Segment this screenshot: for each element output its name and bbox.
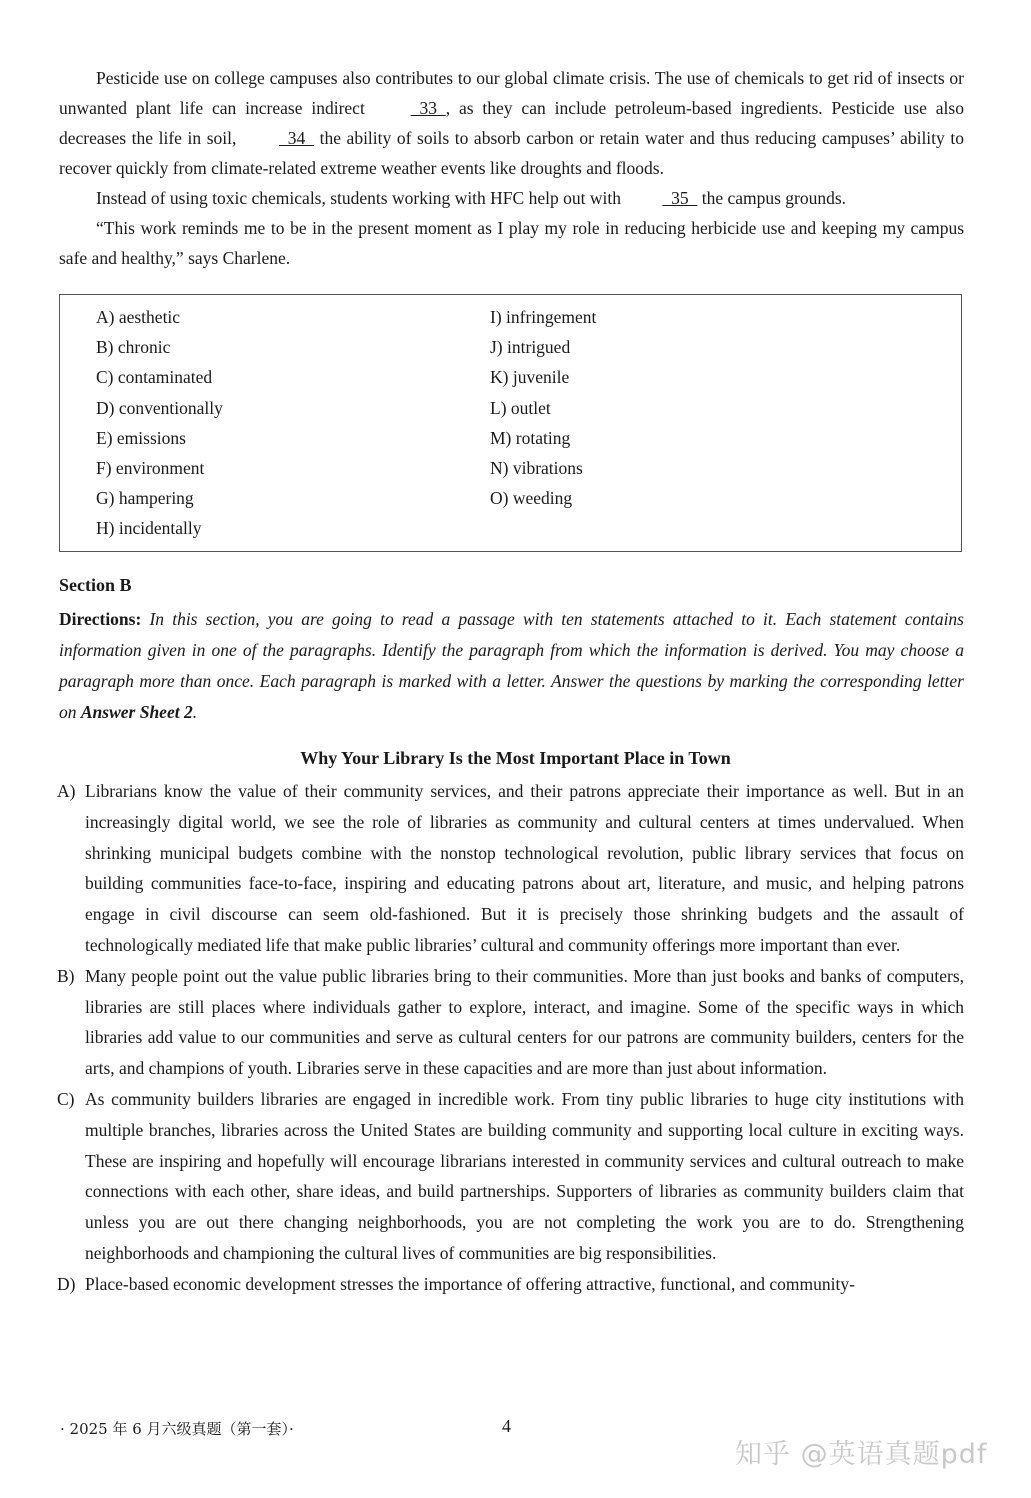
- paragraph-text: Many people point out the value public libraries bring to their communities. More than just books and banks of computers, libraries are still places where individuals gather to explore, interact, and imagine. Some of the specific ways in which libraries add value to our communities and serve as cultural centers for our patrons are community builders, centers for the arts, and champions of youth. Libraries serve in these capacities and are more than just about information.: [85, 965, 964, 1079]
- word-option: H) incidentally: [96, 518, 202, 539]
- paragraph-quote: “This work reminds me to be in the present moment as I play my role in reducing herbicide use and keeping my campus safe and healthy,” says Charlene.: [59, 218, 964, 268]
- paragraph-hfc: [59, 183, 964, 213]
- word-option: I) infringement: [490, 307, 597, 327]
- passage-body: [59, 776, 964, 1300]
- watermark: 知乎 @英语真题pdf: [735, 1439, 988, 1470]
- word-option: F) environment: [96, 458, 205, 479]
- word-bank-box: [59, 294, 962, 552]
- top-passage: [59, 63, 964, 273]
- word-option: J) intrigued: [490, 337, 571, 358]
- paragraph-pesticide: [59, 63, 964, 183]
- word-option: K) juvenile: [490, 367, 570, 388]
- blank-34: 34: [278, 128, 314, 148]
- word-option: C) contaminated: [96, 367, 213, 388]
- word-option: D) conventionally: [96, 397, 223, 418]
- word-bank-right-column: [490, 302, 596, 513]
- text: the campus grounds.: [697, 188, 847, 208]
- blank-35: 35: [662, 188, 698, 208]
- passage-paragraph-b: [59, 961, 964, 1084]
- word-option: G) hampering: [96, 488, 194, 509]
- blank-33: 33: [410, 98, 446, 118]
- exam-source-footer: · 2025 年 6 月六级真题（第一套）·: [60, 1420, 294, 1438]
- text: , as they can include petroleum-based ingredients. Pesticide use also decreases the life in soil,: [59, 98, 964, 148]
- word-option: L) outlet: [490, 397, 551, 418]
- passage-paragraph-d: [59, 1269, 964, 1300]
- paragraph-letter: A): [57, 781, 76, 801]
- paragraph-text: As community builders libraries are engaged in incredible work. From tiny public libraries to huge city institutions with multiple branches, libraries across the United States are building community and supporting local culture in exciting ways. These are inspiring and hopefully will encourage librarians interested in community services and cultural outreach to make connections with each other, share ideas, and build partnerships. Supporters of libraries as community builders claim that unless you are out there changing neighborhoods, you are not completing the work you are to do. Strengthening neighborhoods and championing the cultural lives of communities are big responsibilities.: [85, 1088, 964, 1263]
- word-option: N) vibrations: [490, 458, 583, 479]
- directions-label: Directions:: [59, 609, 142, 629]
- word-bank-left-column: [96, 302, 223, 544]
- word-option: O) weeding: [490, 488, 573, 509]
- answer-sheet-ref: Answer Sheet 2: [80, 702, 193, 722]
- paragraph-letter: C): [57, 1088, 75, 1109]
- paragraph-letter: B): [57, 965, 75, 986]
- text: the ability of soils to absorb carbon or retain water and thus reducing campuses’ ability to recover quickly from climate-related extreme weather events like droughts and floods.: [59, 128, 964, 178]
- passage-paragraph-c: [59, 1084, 964, 1269]
- paragraph-text: Place-based economic development stresses the importance of offering attractive, functional, and community-: [85, 1273, 855, 1294]
- word-option: M) rotating: [490, 427, 571, 448]
- directions-text: In this section, you are going to read a passage with ten statements attached to it. Each statement contains information given in one of the paragraphs. Identify the paragraph from which the information is derived. You may choose a paragraph more than once. Each paragraph is marked with a letter. Answer the questions by marking the corresponding letter on: [59, 609, 964, 722]
- passage-title: Why Your Library Is the Most Important Place in Town: [300, 748, 731, 768]
- text: Instead of using toxic chemicals, students working with HFC help out with: [96, 188, 626, 208]
- text: Pesticide use on college campuses also contributes to our global climate crisis. The use of chemicals to get rid of insects or unwanted plant life can increase indirect: [59, 68, 964, 118]
- word-option: B) chronic: [96, 337, 171, 358]
- directions: [59, 604, 964, 728]
- word-option: A) aesthetic: [96, 307, 181, 327]
- paragraph-letter: D): [57, 1273, 76, 1294]
- passage-paragraph-a: [59, 776, 964, 961]
- section-heading: Section B: [59, 575, 132, 595]
- paragraph-text: Librarians know the value of their community services, and their patrons appreciate their importance as well. But in an increasingly digital world, we see the role of libraries as community and cultural centers at times undervalued. When shrinking municipal budgets combine with the nonstop technological revolution, public library services that focus on building communities face-to-face, inspiring and educating patrons about art, literature, and music, and helping patrons engage in civil discourse can seem old-fashioned. But it is precisely those shrinking budgets and the assault of technologically mediated life that make public libraries’ cultural and community offerings more important than ever.: [85, 781, 964, 955]
- page-number: 4: [502, 1416, 511, 1436]
- text: .: [192, 702, 198, 722]
- word-option: E) emissions: [96, 427, 186, 448]
